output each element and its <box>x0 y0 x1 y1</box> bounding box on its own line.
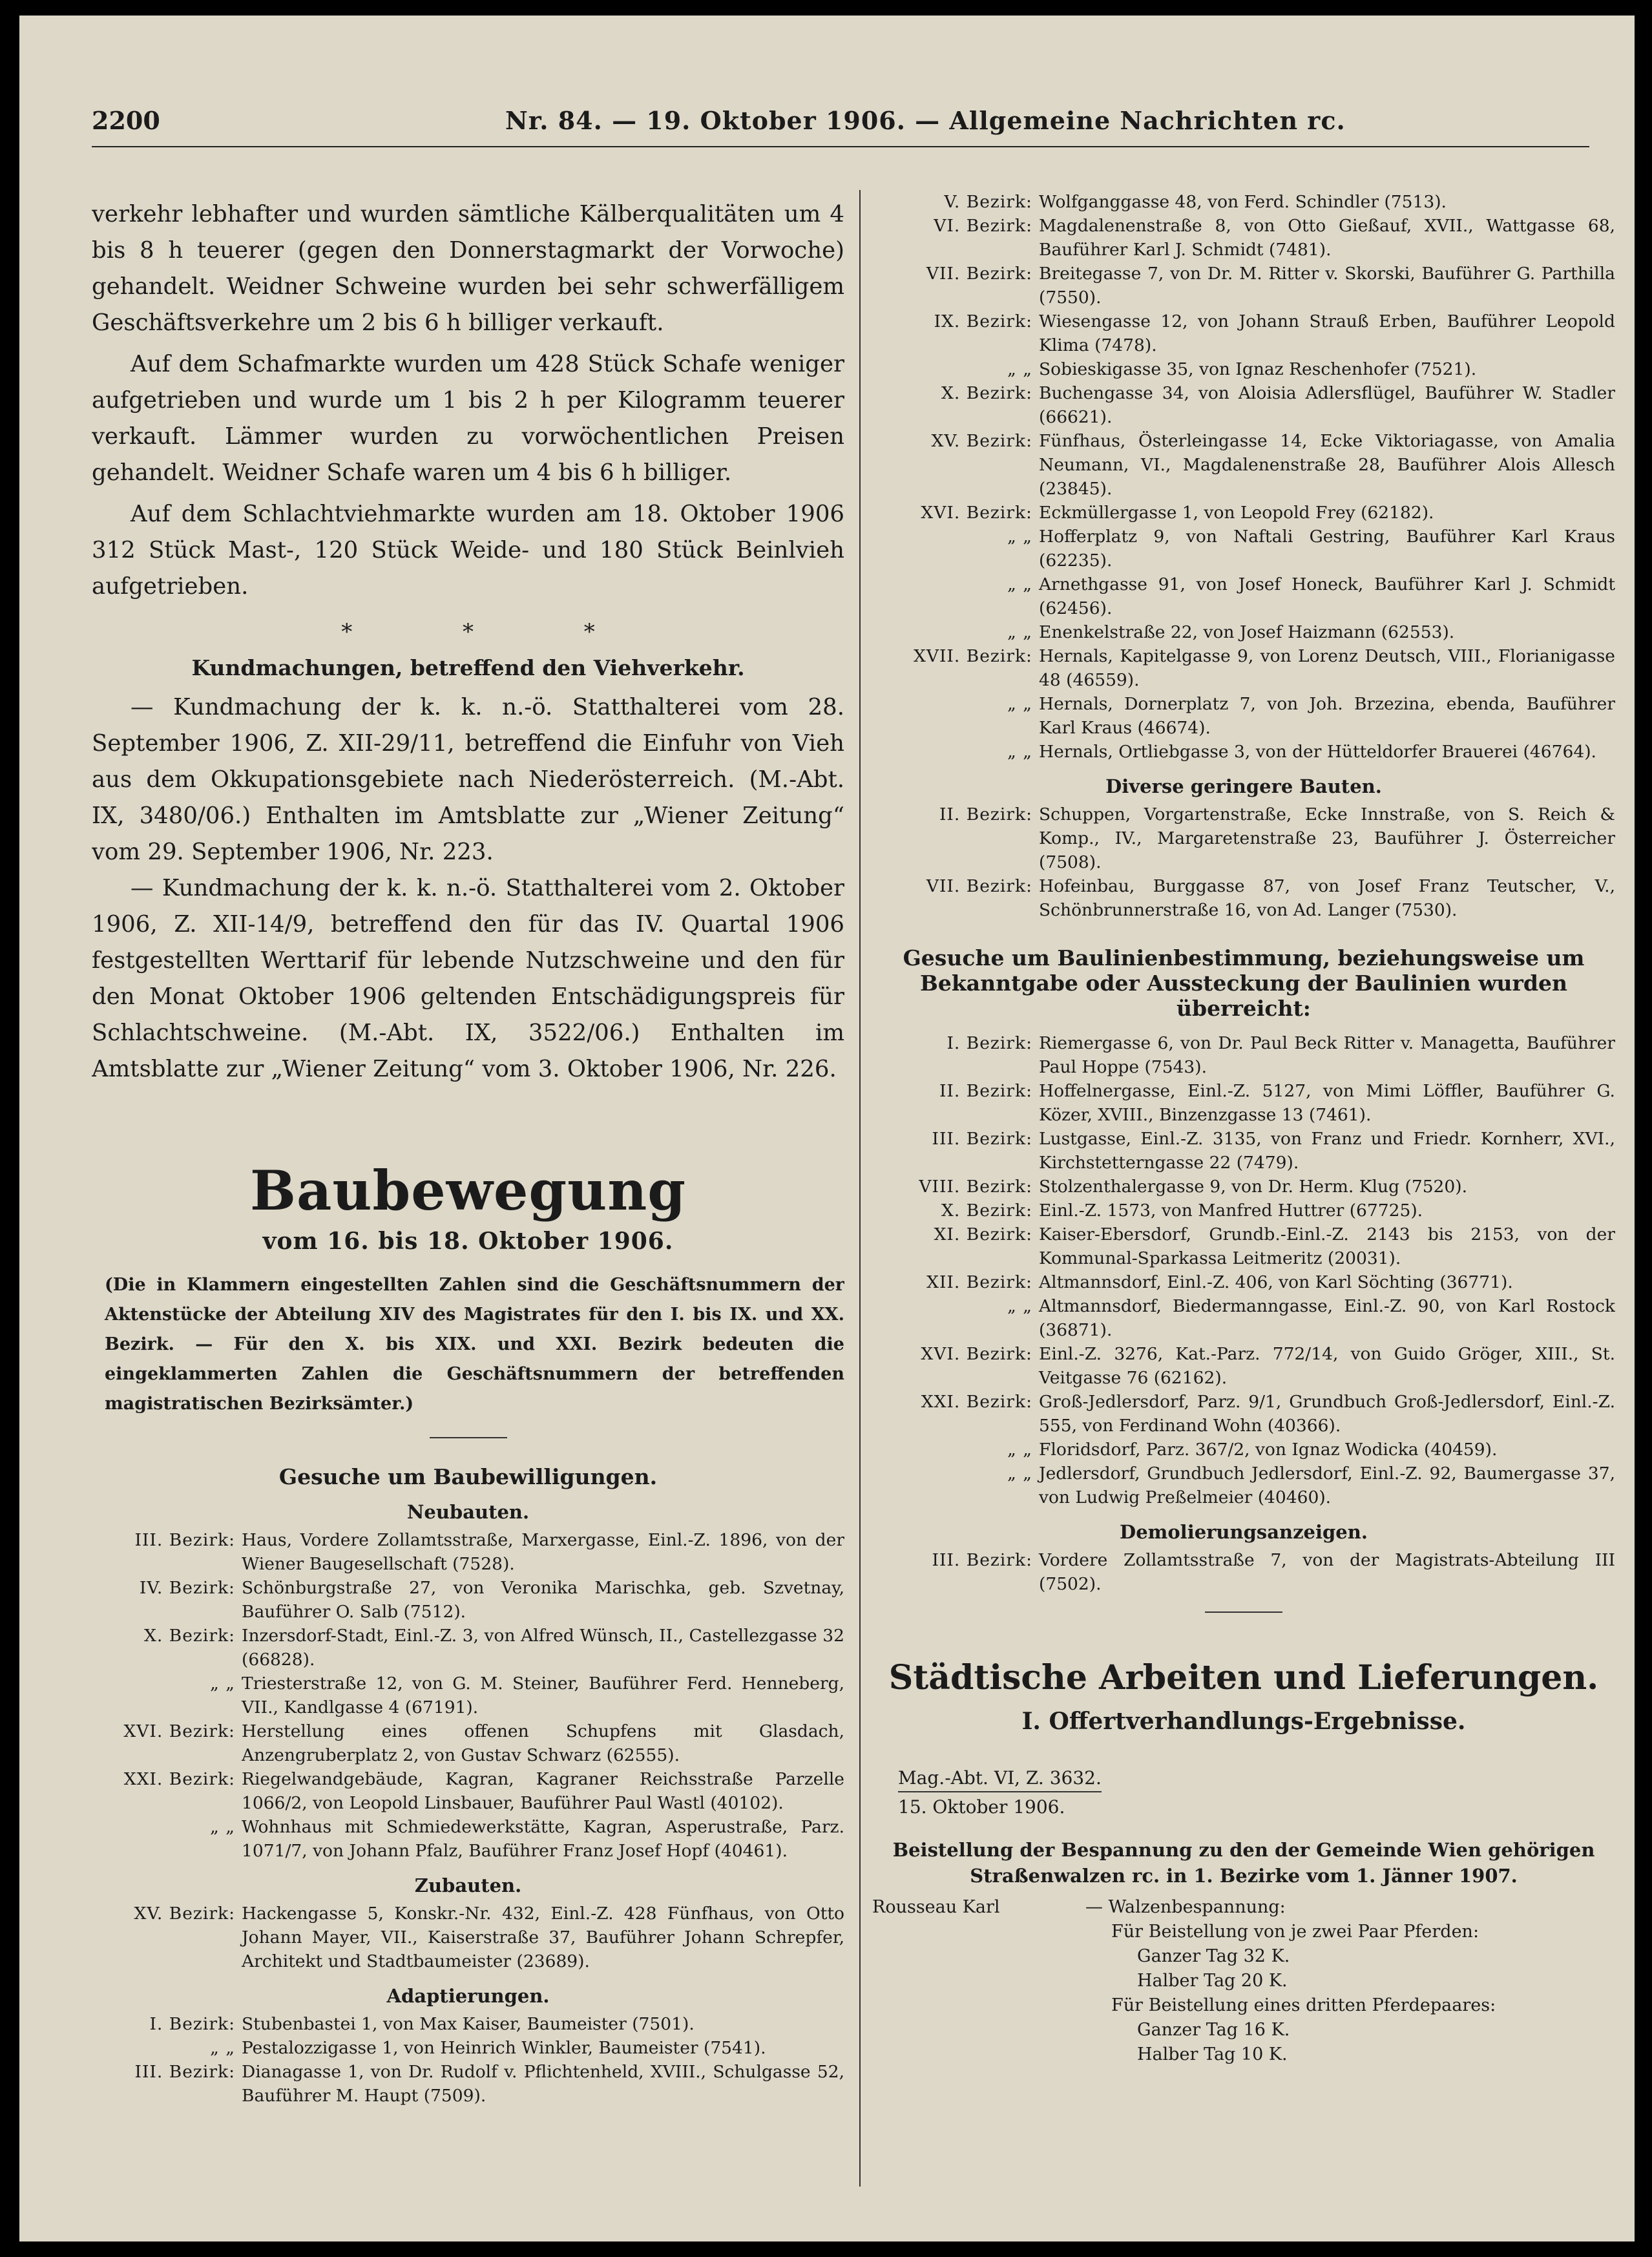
section-heading-baubewilligungen: Gesuche um Baubewilligungen. <box>278 1464 658 1489</box>
paragraph: Auf dem Schafmarkte wurden um 428 Stück Schafe weniger aufgetrieben und wurde um 1 bis 2 h per Kilogramm teuerer verkauft. Lämmer wurden zu vorwöchentlichen Preisen gehandelt. Weidner Schafe waren um 4 bis 6 h billiger. <box>92 351 844 486</box>
list-item <box>92 2060 844 2108</box>
list-item <box>92 1528 844 1576</box>
district-label: X. Bezirk: <box>941 383 1032 403</box>
baubewegung-title: Baubewegung <box>249 1159 687 1223</box>
entry-text: Haus, Vordere Zollamtsstraße, Marxergasse, Einl.-Z. 1896, von der Wiener Baugesellschaft (7528). <box>242 1530 844 1574</box>
list-item <box>92 2036 844 2060</box>
district-label: VIII. Bezirk: <box>919 1177 1032 1197</box>
notice: — Kundmachung der k. k. n.-ö. Statthalterei vom 28. September 1906, Z. XII-29/11, betreffend die Einfuhr von Vieh aus dem Okkupationsgebiete nach Niederösterreich. (M.-Abt. IX, 3480/06.) Enthalten im Amtsblatte zur „Wiener Zeitung“ vom 29. September 1906, Nr. 223. <box>92 694 844 865</box>
adaptierungen-list <box>92 2012 844 2108</box>
list-item <box>872 501 1615 525</box>
district-label: VI. Bezirk: <box>934 216 1032 236</box>
demolierungen-list <box>872 1548 1615 1596</box>
list-item <box>872 874 1615 922</box>
list-item <box>92 1719 844 1767</box>
subheading-demolierungen: Demolierungsanzeigen. <box>1120 1521 1368 1543</box>
entry-text: Wiesengasse 12, von Johann Strauß Erben, Bauführer Leopold Klima (7478). <box>1039 311 1615 355</box>
list-item <box>872 803 1615 874</box>
district-label: „ „ <box>1007 742 1032 762</box>
district-label: „ „ <box>1007 622 1032 642</box>
newspaper-page <box>19 16 1635 2241</box>
section-separator: * * * <box>341 619 647 645</box>
district-label: VII. Bezirk: <box>926 264 1032 284</box>
entry-text: Hoffelnergasse, Einl.-Z. 5127, von Mimi Löffler, Bauführer G. Közer, XVIII., Binzenzgasse 13 (7461). <box>1039 1081 1615 1125</box>
award-title: Beistellung der Bespannung zu den der Gemeinde Wien gehörigen Straßenwalzen rc. in 1. Bezirke vom 1. Jänner 1907. <box>892 1839 1595 1887</box>
entry-text: Riemergasse 6, von Dr. Paul Beck Ritter v. Managetta, Bauführer Paul Hoppe (7543). <box>1039 1033 1615 1077</box>
award-item: Halber Tag 20 K. <box>1137 1971 1288 1991</box>
subheading-neubauten: Neubauten. <box>406 1501 530 1523</box>
offert-heading: I. Offertverhandlungs-Ergebnisse. <box>1021 1708 1466 1735</box>
entry-text: Einl.-Z. 1573, von Manfred Huttrer (67725). <box>1039 1201 1423 1221</box>
entry-text: Hackengasse 5, Konskr.-Nr. 432, Einl.-Z. 428 Fünfhaus, von Otto Johann Mayer, VII., Kaiserstraße 37, Bauführer Johann Schrepfer, Architekt und Stadtbaumeister (23689). <box>242 1904 844 1971</box>
district-label: „ „ <box>1007 574 1032 594</box>
entry-text: Groß-Jedlersdorf, Parz. 9/1, Grundbuch Groß-Jedlersdorf, Einl.-Z. 555, von Ferdinand Wohn (40366). <box>1039 1392 1615 1436</box>
list-item <box>872 1438 1615 1462</box>
left-column <box>92 196 844 2187</box>
district-label: XVII. Bezirk: <box>913 646 1032 666</box>
list-item <box>92 1767 844 1815</box>
list-item <box>92 1576 844 1624</box>
list-item <box>872 525 1615 572</box>
list-item <box>872 644 1615 692</box>
district-label: I. Bezirk: <box>946 1033 1032 1053</box>
entry-text: Altmannsdorf, Biedermanngasse, Einl.-Z. 90, von Karl Rostock (36871). <box>1039 1296 1615 1340</box>
entry-text: Hernals, Ortliebgasse 3, von der Hütteldorfer Brauerei (46764). <box>1039 742 1596 762</box>
district-label: XVI. Bezirk: <box>921 1344 1032 1364</box>
district-label: „ „ <box>1007 527 1032 547</box>
baubewegung-subtitle: vom 16. bis 18. Oktober 1906. <box>262 1228 674 1255</box>
district-label: XXI. Bezirk: <box>123 1769 235 1789</box>
list-item <box>872 740 1615 764</box>
paragraph: Auf dem Schlachtviehmarkte wurden am 18. Oktober 1906 312 Stück Mast-, 120 Stück Weide- und 180 Stück Beinlvieh aufgetrieben. <box>92 501 844 600</box>
reference-line: Mag.-Abt. VI, Z. 3632. <box>898 1767 1102 1792</box>
entry-text: Pestalozzigasse 1, von Heinrich Winkler, Baumeister (7541). <box>242 2038 766 2058</box>
notice: — Kundmachung der k. k. n.-ö. Statthalterei vom 2. Oktober 1906, Z. XII-14/9, betreffend den für das IV. Quartal 1906 festgestellten Werttarif für lebende Nutzschweine und den für den Monat Oktober 1906 geltenden Entschädigungspreis für Schlachtschweine. (M.-Abt. IX, 3522/06.) Enthalten im Amtsblatte zur „Wiener Zeitung“ vom 3. Oktober 1906, Nr. 226. <box>92 875 844 1082</box>
diverse-list <box>872 803 1615 922</box>
entry-text: Jedlersdorf, Grundbuch Jedlersdorf, Einl.-Z. 92, Baumergasse 37, von Ludwig Preßelmeier (40460). <box>1039 1464 1615 1507</box>
entry-text: Inzersdorf-Stadt, Einl.-Z. 3, von Alfred Wünsch, II., Castellezgasse 32 (66828). <box>242 1626 844 1670</box>
district-label: V. Bezirk: <box>944 192 1032 212</box>
divider <box>1205 1611 1282 1613</box>
header-title: Nr. 84. — 19. Oktober 1906. — Allgemeine Nachrichten rc. <box>505 106 1346 135</box>
district-label: II. Bezirk: <box>939 804 1032 824</box>
district-label: XXI. Bezirk: <box>921 1392 1032 1412</box>
baulinien-list <box>872 1031 1615 1509</box>
section-heading-kundmachungen: Kundmachungen, betreffend den Viehverkehr. <box>191 655 745 680</box>
entry-text: Hernals, Kapitelgasse 9, von Lorenz Deutsch, VIII., Florianigasse 48 (46559). <box>1039 646 1615 690</box>
list-item <box>92 1624 844 1672</box>
list-item <box>872 1548 1615 1596</box>
list-item <box>92 2012 844 2036</box>
list-item <box>872 214 1615 262</box>
entry-text: Hofeinbau, Burggasse 87, von Josef Franz Teutscher, V., Schönbrunnerstraße 16, von Ad. Langer (7530). <box>1039 876 1615 920</box>
entry-text: Breitegasse 7, von Dr. M. Ritter v. Skorski, Bauführer G. Parthilla (7550). <box>1039 264 1615 308</box>
entry-text: Stubenbastei 1, von Max Kaiser, Baumeister (7501). <box>242 2014 695 2034</box>
district-label: „ „ <box>1007 1464 1032 1484</box>
list-item <box>872 1199 1615 1223</box>
list-item <box>872 1462 1615 1509</box>
header-rule <box>92 146 1589 147</box>
list-item <box>872 1294 1615 1342</box>
list-item <box>872 1223 1615 1270</box>
subheading-adaptierungen: Adaptierungen. <box>386 1985 550 2007</box>
entry-text: Herstellung eines offenen Schupfens mit Glasdach, Anzengruberplatz 2, von Gustav Schwarz (62555). <box>242 1721 844 1765</box>
district-label: „ „ <box>210 1674 235 1694</box>
district-label: „ „ <box>210 2038 235 2058</box>
entry-text: Einl.-Z. 3276, Kat.-Parz. 772/14, von Guido Gröger, XIII., St. Veitgasse 76 (62162). <box>1039 1344 1615 1388</box>
district-label: „ „ <box>210 1817 235 1837</box>
district-label: „ „ <box>1007 1440 1032 1460</box>
section-heading-baulinien: Gesuche um Baulinienbestimmung, beziehungsweise um Bekanntgabe oder Aussteckung der Baulinien wurden überreicht: <box>903 945 1585 1021</box>
district-label: XI. Bezirk: <box>934 1224 1032 1244</box>
divider <box>430 1437 507 1438</box>
list-item <box>92 1815 844 1863</box>
entry-text: Wolfganggasse 48, von Ferd. Schindler (7513). <box>1039 192 1447 212</box>
subheading-diverse: Diverse geringere Bauten. <box>1105 775 1382 797</box>
district-label: II. Bezirk: <box>939 1081 1032 1101</box>
list-item <box>872 381 1615 429</box>
district-label: X. Bezirk: <box>941 1201 1032 1221</box>
baubewegung-note: (Die in Klammern eingestellten Zahlen sind die Geschäftsnummern der Aktenstücke der Abteilung XIV des Magistrates für den I. bis IX. und XX. Bezirk. — Für den X. bis XIX. und XXI. Bezirk bedeuten die eingeklammerten Zahlen die Geschäftsnummern der betreffenden magistratischen Bezirksämter.) <box>105 1275 844 1414</box>
entry-text: Buchengasse 34, von Aloisia Adlersflügel, Bauführer W. Stadler (66621). <box>1039 383 1615 427</box>
entry-text: Floridsdorf, Parz. 367/2, von Ignaz Wodicka (40459). <box>1039 1440 1498 1460</box>
district-label: III. Bezirk: <box>134 2062 235 2082</box>
list-item <box>872 357 1615 381</box>
zubauten-list <box>92 1902 844 1973</box>
district-label: XV. Bezirk: <box>134 1904 235 1924</box>
list-item <box>872 692 1615 740</box>
list-item <box>872 310 1615 357</box>
entry-text: Lustgasse, Einl.-Z. 3135, von Franz und Friedr. Kornherr, XVI., Kirchstetterngasse 22 (7479). <box>1039 1129 1615 1173</box>
subheading-zubauten: Zubauten. <box>414 1874 522 1896</box>
award-item: Ganzer Tag 32 K. <box>1137 1946 1290 1966</box>
entry-text: Wohnhaus mit Schmiedewerkstätte, Kagran, Asperustraße, Parz. 1071/7, von Johann Pfalz, Bauführer Franz Josef Hopf (40461). <box>242 1817 844 1861</box>
district-label: „ „ <box>1007 694 1032 714</box>
district-label: „ „ <box>1007 359 1032 379</box>
column-divider <box>859 190 861 2187</box>
award-item: Ganzer Tag 16 K. <box>1137 2020 1290 2040</box>
entry-text: Triesterstraße 12, von G. M. Steiner, Bauführer Ferd. Henneberg, VII., Kandlgasse 4 (67191). <box>242 1674 844 1717</box>
award-item: — Walzenbespannung: <box>1085 1897 1286 1917</box>
district-label: III. Bezirk: <box>134 1530 235 1550</box>
list-item <box>872 1342 1615 1390</box>
district-label: III. Bezirk: <box>932 1129 1032 1149</box>
award-item: Für Beistellung eines dritten Pferdepaares: <box>1111 1995 1496 2015</box>
award-item: Halber Tag 10 K. <box>1137 2044 1288 2064</box>
list-item <box>872 1031 1615 1079</box>
list-item <box>92 1672 844 1719</box>
award-winner: Rousseau Karl <box>872 1897 1000 1917</box>
entry-text: Sobieskigasse 35, von Ignaz Reschenhofer (7521). <box>1039 359 1477 379</box>
district-label: XVI. Bezirk: <box>123 1721 235 1741</box>
list-item <box>872 262 1615 310</box>
district-label: VII. Bezirk: <box>926 876 1032 896</box>
entry-text: Altmannsdorf, Einl.-Z. 406, von Karl Söchting (36771). <box>1039 1272 1513 1292</box>
entry-text: Hofferplatz 9, von Naftali Gestring, Bauführer Karl Kraus (62235). <box>1039 527 1615 571</box>
page-header <box>92 106 1589 151</box>
list-item <box>872 1127 1615 1175</box>
neubauten-list <box>92 1528 844 1863</box>
entry-text: Kaiser-Ebersdorf, Grundb.-Einl.-Z. 2143 bis 2153, von der Kommunal-Sparkassa Leitmeritz (20031). <box>1039 1224 1615 1268</box>
award-items <box>1085 1895 1615 2067</box>
right-column <box>872 190 1615 2187</box>
district-label: XV. Bezirk: <box>931 431 1032 451</box>
district-label: IV. Bezirk: <box>139 1578 235 1598</box>
adaptierungen-continued-list <box>872 190 1615 764</box>
staedtische-title: Städtische Arbeiten und Lieferungen. <box>888 1658 1599 1697</box>
entry-text: Hernals, Dornerplatz 7, von Joh. Brzezina, ebenda, Bauführer Karl Kraus (46674). <box>1039 694 1615 738</box>
district-label: XII. Bezirk: <box>926 1272 1032 1292</box>
list-item <box>872 1079 1615 1127</box>
district-label: IX. Bezirk: <box>934 311 1032 331</box>
list-item <box>92 1902 844 1973</box>
entry-text: Vordere Zollamtsstraße 7, von der Magistrats-Abteilung III (7502). <box>1039 1550 1615 1594</box>
entry-text: Magdalenenstraße 8, von Otto Gießauf, XVII., Wattgasse 68, Bauführer Karl J. Schmidt (7481). <box>1039 216 1615 260</box>
district-label: X. Bezirk: <box>144 1626 235 1646</box>
entry-text: Fünfhaus, Österleingasse 14, Ecke Viktoriagasse, von Amalia Neumann, VI., Magdalenenstraße 28, Bauführer Alois Allesch (23845). <box>1039 431 1615 499</box>
list-item <box>872 1270 1615 1294</box>
district-label: XVI. Bezirk: <box>921 503 1032 523</box>
award-entry <box>872 1895 1615 2067</box>
entry-text: Dianagasse 1, von Dr. Rudolf v. Pflichtenheld, XVIII., Schulgasse 52, Bauführer M. Haupt (7509). <box>242 2062 844 2106</box>
entry-text: Riegelwandgebäude, Kagran, Kagraner Reichsstraße Parzelle 1066/2, von Leopold Linsbauer, Bauführer Paul Wastl (40102). <box>242 1769 844 1813</box>
list-item <box>872 1175 1615 1199</box>
list-item <box>872 620 1615 644</box>
entry-text: Stolzenthalergasse 9, von Dr. Herm. Klug (7520). <box>1039 1177 1468 1197</box>
entry-text: Schuppen, Vorgartenstraße, Ecke Innstraße, von S. Reich & Komp., IV., Margaretenstraße 23, Bauführer J. Österreicher (7508). <box>1039 804 1615 872</box>
entry-text: Schönburgstraße 27, von Veronika Marischka, geb. Szvetnay, Bauführer O. Salb (7512). <box>242 1578 844 1622</box>
entry-text: Arnethgasse 91, von Josef Honeck, Bauführer Karl J. Schmidt (62456). <box>1039 574 1615 618</box>
district-label: III. Bezirk: <box>932 1550 1032 1570</box>
entry-text: Enenkelstraße 22, von Josef Haizmann (62553). <box>1039 622 1455 642</box>
paragraph: verkehr lebhafter und wurden sämtliche Kälberqualitäten um 4 bis 8 h teuerer (gegen den Donnerstagmarkt der Vorwoche) gehandelt. Weidner Schweine wurden bei sehr schwerfälligem Geschäftsverkehre um 2 bis 6 h billiger verkauft. <box>92 201 844 336</box>
page-number: 2200 <box>92 106 160 135</box>
entry-text: Eckmüllergasse 1, von Leopold Frey (62182). <box>1039 503 1434 523</box>
district-label: I. Bezirk: <box>149 2014 235 2034</box>
district-label: „ „ <box>1007 1296 1032 1316</box>
list-item <box>872 572 1615 620</box>
award-item: Für Beistellung von je zwei Paar Pferden: <box>1111 1922 1479 1942</box>
list-item <box>872 1390 1615 1438</box>
reference-date: 15. Oktober 1906. <box>898 1796 1065 1818</box>
list-item <box>872 429 1615 501</box>
list-item <box>872 190 1615 214</box>
